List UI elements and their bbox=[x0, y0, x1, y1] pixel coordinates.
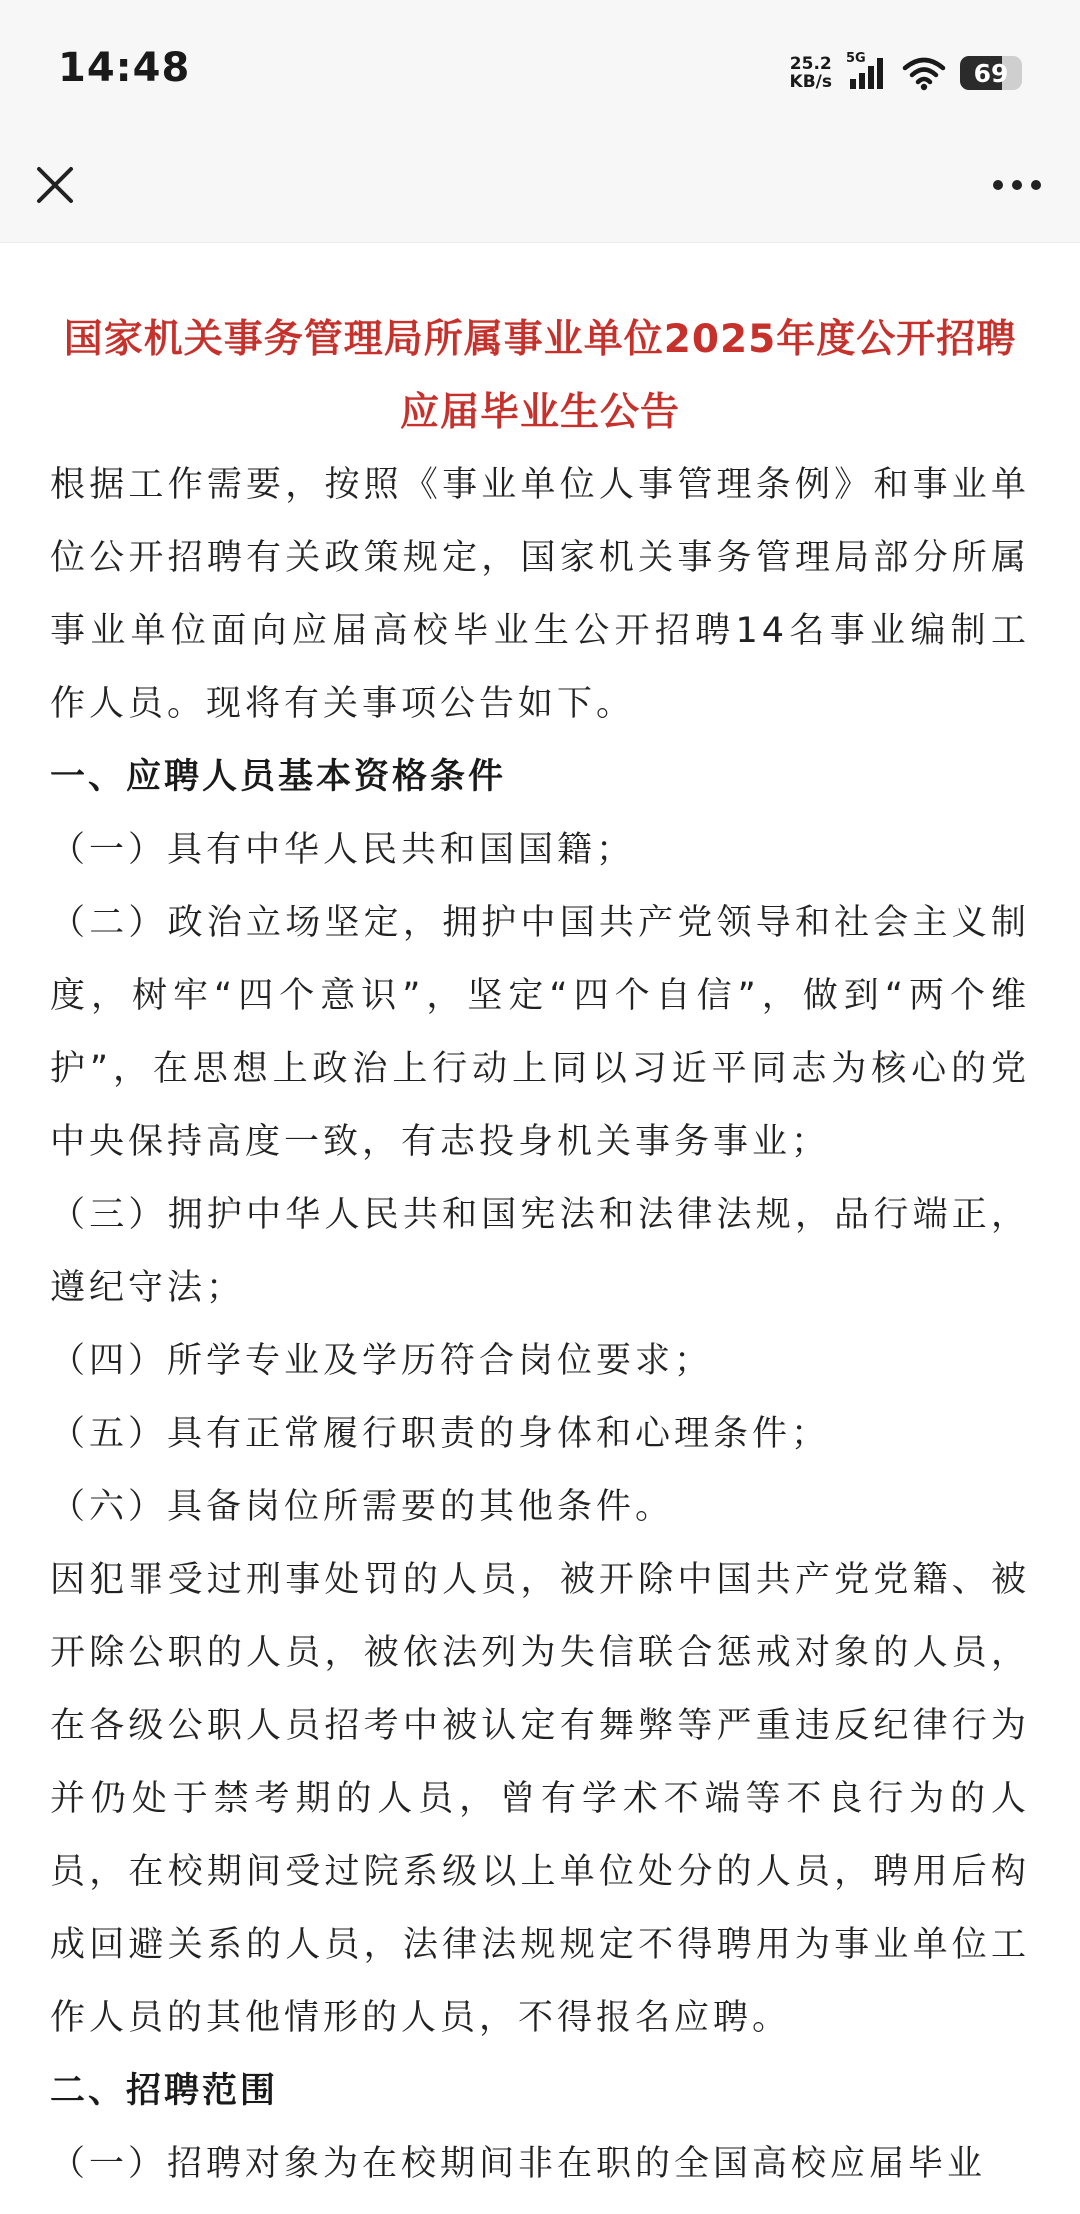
condition-item-6: （六）具备岗位所需要的其他条件。 bbox=[50, 1487, 675, 1527]
status-time: 14:48 bbox=[58, 45, 191, 91]
status-icons bbox=[790, 50, 1022, 96]
condition-item-2: （二）政治立场坚定，拥护中国共产党领导和社会主义制度，树牢“四个意识”，坚定“四个自信”，做到“两个维护”，在思想上政治上行动上同以习近平同志为核心的党中央保持高度一致，有志投身机关事务事业； bbox=[50, 903, 1030, 1162]
network-speed-unit: KB/s bbox=[789, 72, 832, 92]
scope-item-1: （一）招聘对象为在校期间非在职的全国高校应届毕业 bbox=[50, 2144, 987, 2184]
section-heading-scope: 二、招聘范围 bbox=[50, 2071, 279, 2111]
wifi-icon bbox=[902, 55, 946, 91]
article-title: 国家机关事务管理局所属事业单位2025年度公开招聘应届毕业生公告 bbox=[63, 317, 1017, 435]
network-speed bbox=[790, 55, 832, 91]
network-speed-value: 25.2 bbox=[789, 54, 832, 74]
exclusion-paragraph: 因犯罪受过刑事处罚的人员，被开除中国共产党党籍、被开除公职的人员，被依法列为失信联合惩戒对象的人员，在各级公职人员招考中被认定有舞弊等严重违反纪律行为并仍处于禁考期的人员，曾有学术不端等不良行为的人员，在校期间受过院系级以上单位处分的人员，聘用后构成回避关系的人员，法律法规规定不得聘用为事业单位工作人员的其他情形的人员，不得报名应聘。 bbox=[50, 1560, 1030, 2038]
article-content bbox=[0, 243, 1080, 2214]
more-options-button[interactable] bbox=[984, 152, 1050, 218]
status-bar bbox=[0, 0, 1080, 130]
cellular-signal-icon bbox=[846, 51, 888, 91]
condition-item-1: （一）具有中华人民共和国国籍； bbox=[50, 830, 636, 870]
nav-bar bbox=[0, 130, 1080, 243]
condition-item-5: （五）具有正常履行职责的身体和心理条件； bbox=[50, 1414, 831, 1454]
close-icon bbox=[35, 165, 75, 205]
network-type-label: 5G bbox=[846, 51, 866, 66]
battery-icon bbox=[960, 56, 1022, 90]
battery-level: 69 bbox=[973, 58, 1009, 88]
condition-item-3: （三）拥护中华人民共和国宪法和法律法规，品行端正，遵纪守法； bbox=[50, 1195, 1030, 1308]
section-heading-qualifications: 一、应聘人员基本资格条件 bbox=[50, 757, 507, 797]
more-icon bbox=[991, 178, 1043, 192]
intro-paragraph: 根据工作需要，按照《事业单位人事管理条例》和事业单位公开招聘有关政策规定，国家机关事务管理局部分所属事业单位面向应届高校毕业生公开招聘14名事业编制工作人员。现将有关事项公告如下。 bbox=[50, 465, 1030, 724]
close-button[interactable] bbox=[22, 152, 88, 218]
condition-item-4: （四）所学专业及学历符合岗位要求； bbox=[50, 1341, 714, 1381]
